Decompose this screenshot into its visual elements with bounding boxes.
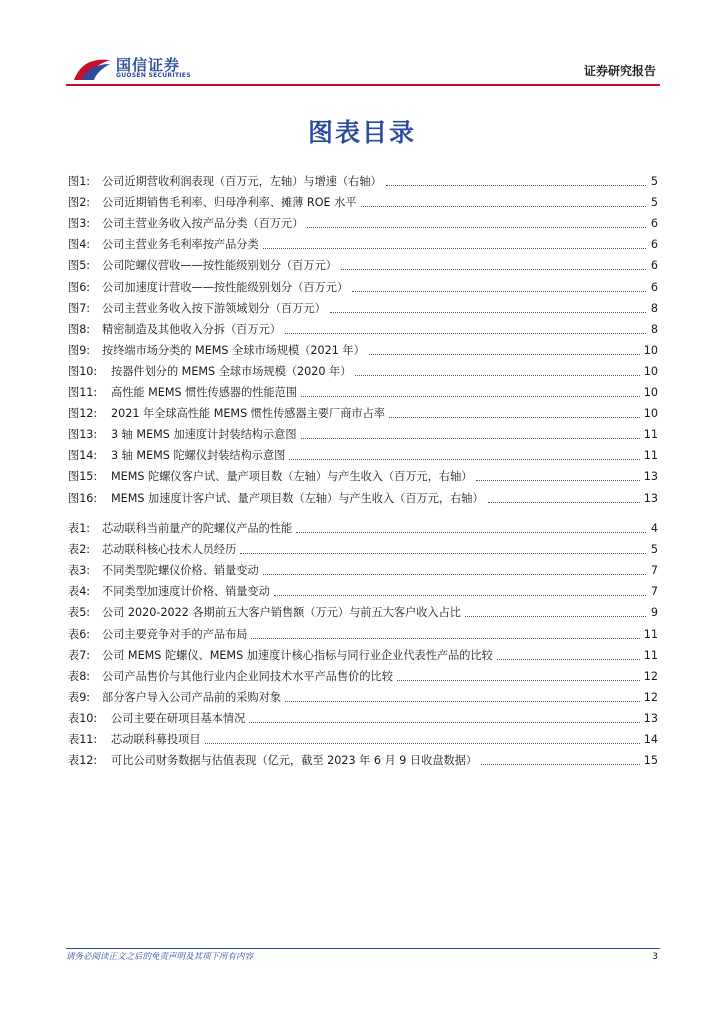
table-page-number: 9 bbox=[650, 606, 658, 620]
dot-leader bbox=[497, 649, 640, 660]
figure-title: 公司近期销售毛利率、归母净利率、摊薄 ROE 水平 bbox=[102, 196, 357, 210]
table-toc-entry[interactable] bbox=[68, 623, 658, 643]
figure-label: 图2: bbox=[68, 196, 91, 210]
dot-leader bbox=[341, 259, 646, 270]
figure-label: 图5: bbox=[68, 259, 91, 273]
figure-toc-entry[interactable] bbox=[68, 297, 658, 317]
dot-leader bbox=[205, 733, 640, 744]
dot-leader bbox=[301, 428, 640, 439]
dot-leader bbox=[352, 281, 646, 292]
table-title: 部分客户导入公司产品前的采购对象 bbox=[102, 690, 282, 704]
table-page-number: 15 bbox=[643, 754, 658, 768]
table-label: 表9: bbox=[68, 690, 91, 704]
page-header bbox=[66, 50, 658, 84]
figure-page-number: 10 bbox=[643, 343, 658, 357]
dot-leader bbox=[476, 470, 639, 481]
dot-leader bbox=[397, 670, 640, 681]
figure-label: 图4: bbox=[68, 238, 91, 252]
dot-leader bbox=[369, 344, 640, 355]
table-toc-entry[interactable] bbox=[68, 749, 658, 769]
table-page-number: 11 bbox=[643, 648, 658, 662]
dot-leader bbox=[263, 564, 646, 575]
table-title: 芯动联科当前量产的陀螺仪产品的性能 bbox=[102, 522, 293, 535]
dot-leader bbox=[330, 302, 646, 313]
figure-toc-entry[interactable] bbox=[68, 465, 658, 485]
figure-toc-entry[interactable] bbox=[68, 360, 658, 380]
table-label: 表10: bbox=[68, 711, 98, 725]
figure-title: MEMS 加速度计客户试、量产项目数（左轴）与产生收入（百万元，右轴） bbox=[111, 491, 484, 505]
logo-chinese-name: 国信证券 bbox=[116, 56, 181, 74]
figure-title: 公司加速度计营收——按性能级别划分（百万元） bbox=[102, 280, 349, 294]
table-title: 芯动联科募投项目 bbox=[111, 733, 201, 746]
dot-leader bbox=[240, 543, 646, 554]
figure-page-number: 13 bbox=[643, 491, 658, 505]
figure-toc-entry[interactable] bbox=[68, 170, 658, 190]
figure-toc-entry[interactable] bbox=[68, 191, 658, 211]
figure-title: MEMS 陀螺仪客户试、量产项目数（左轴）与产生收入（百万元，右轴） bbox=[111, 470, 473, 484]
figure-toc-entry[interactable] bbox=[68, 423, 658, 443]
table-page-number: 13 bbox=[643, 711, 658, 725]
figure-page-number: 10 bbox=[643, 407, 658, 421]
table-label: 表3: bbox=[68, 564, 91, 578]
figure-page-number: 10 bbox=[643, 364, 658, 378]
figure-label: 图11: bbox=[68, 386, 98, 399]
figure-title: 精密制造及其他收入分拆（百万元） bbox=[102, 322, 282, 336]
figure-title: 公司陀螺仪营收——按性能级别划分（百万元） bbox=[102, 259, 337, 273]
table-title: 可比公司财务数据与估值表现（亿元，截至 2023 年 6 月 9 日收盘数据） bbox=[111, 754, 478, 768]
logo-english-name: GUOSEN SECURITIES bbox=[116, 72, 191, 79]
figure-toc-entry[interactable] bbox=[68, 276, 658, 296]
footer-divider bbox=[66, 948, 660, 949]
figure-title: 2021 年全球高性能 MEMS 惯性传感器主要厂商市占率 bbox=[111, 407, 385, 421]
figure-toc-entry[interactable] bbox=[68, 487, 658, 507]
table-toc-entry[interactable] bbox=[68, 644, 658, 664]
dot-leader bbox=[301, 386, 640, 397]
table-label: 表11: bbox=[68, 733, 98, 746]
table-toc-entry[interactable] bbox=[68, 728, 658, 748]
dot-leader bbox=[481, 754, 640, 765]
page-title: 图表目录 bbox=[307, 118, 416, 147]
figure-page-number: 5 bbox=[650, 175, 658, 188]
table-title: 公司主要竞争对手的产品布局 bbox=[102, 627, 248, 641]
dot-leader bbox=[488, 492, 640, 503]
guosen-logo-icon bbox=[72, 56, 112, 82]
table-page-number: 5 bbox=[650, 543, 658, 557]
figure-toc-entry[interactable] bbox=[68, 339, 658, 359]
figure-title: 公司主营业务收入按产品分类（百万元） bbox=[102, 217, 304, 231]
figure-title: 公司近期营收利润表现（百万元，左轴）与增速（右轴） bbox=[102, 175, 382, 188]
page-number: 3 bbox=[652, 952, 658, 962]
table-toc-entry[interactable] bbox=[68, 686, 658, 706]
dot-leader bbox=[386, 175, 646, 186]
table-toc-entry[interactable] bbox=[68, 601, 658, 621]
document-type-label: 证券研究报告 bbox=[583, 64, 656, 78]
figure-page-number: 6 bbox=[650, 238, 658, 252]
figure-title: 按器件划分的 MEMS 全球市场规模（2020 年） bbox=[111, 364, 352, 378]
figure-label: 图13: bbox=[68, 428, 98, 442]
dot-leader bbox=[465, 606, 646, 617]
dot-leader bbox=[307, 217, 646, 228]
table-label: 表8: bbox=[68, 669, 91, 683]
figure-label: 图8: bbox=[68, 322, 91, 336]
table-toc-entry[interactable] bbox=[68, 665, 658, 685]
table-toc-entry[interactable] bbox=[68, 559, 658, 579]
table-title: 不同类型陀螺仪价格、销量变动 bbox=[102, 564, 259, 578]
figure-label: 图12: bbox=[68, 407, 98, 421]
table-title: 不同类型加速度计价格、销量变动 bbox=[102, 585, 270, 599]
table-toc-entry[interactable] bbox=[68, 538, 658, 558]
figure-label: 图10: bbox=[68, 364, 98, 378]
figure-label: 图15: bbox=[68, 470, 98, 484]
dot-leader bbox=[389, 407, 640, 418]
figure-toc-entry[interactable] bbox=[68, 212, 658, 232]
figure-page-number: 8 bbox=[650, 322, 658, 336]
table-page-number: 7 bbox=[650, 585, 658, 599]
table-page-number: 4 bbox=[650, 522, 658, 535]
figure-toc-entry[interactable] bbox=[68, 254, 658, 274]
figure-title: 3 轴 MEMS 陀螺仪封装结构示意图 bbox=[111, 449, 286, 463]
table-title: 公司主要在研项目基本情况 bbox=[111, 711, 246, 725]
table-page-number: 14 bbox=[643, 733, 658, 746]
figure-title: 公司主营业务收入按下游领域划分（百万元） bbox=[102, 301, 326, 315]
figure-label: 图6: bbox=[68, 280, 91, 294]
table-title: 公司 MEMS 陀螺仪、MEMS 加速度计核心指标与同行业企业代表性产品的比较 bbox=[102, 648, 493, 662]
figure-toc-entry[interactable] bbox=[68, 381, 658, 401]
dot-leader bbox=[361, 196, 646, 207]
figure-page-number: 10 bbox=[643, 386, 658, 399]
figure-page-number: 6 bbox=[650, 280, 658, 294]
figure-page-number: 6 bbox=[650, 259, 658, 273]
dot-leader bbox=[296, 522, 646, 533]
table-page-number: 11 bbox=[643, 627, 658, 641]
figure-label: 图1: bbox=[68, 175, 91, 188]
figure-page-number: 13 bbox=[643, 470, 658, 484]
table-toc-entry[interactable] bbox=[68, 580, 658, 600]
dot-leader bbox=[251, 628, 639, 639]
figure-page-number: 6 bbox=[650, 217, 658, 231]
figure-label: 图3: bbox=[68, 217, 91, 231]
figure-toc-entry[interactable] bbox=[68, 233, 658, 253]
table-label: 表5: bbox=[68, 606, 91, 620]
figure-toc-entry[interactable] bbox=[68, 444, 658, 464]
figure-toc-entry[interactable] bbox=[68, 402, 658, 422]
figure-title: 高性能 MEMS 惯性传感器的性能范围 bbox=[111, 386, 298, 399]
figure-title: 公司主营业务毛利率按产品分类 bbox=[102, 238, 259, 252]
table-toc-entry[interactable] bbox=[68, 517, 658, 537]
figure-label: 图14: bbox=[68, 449, 98, 463]
dot-leader bbox=[289, 449, 639, 460]
table-label: 表2: bbox=[68, 543, 91, 557]
table-label: 表6: bbox=[68, 627, 91, 641]
table-label: 表7: bbox=[68, 648, 91, 662]
table-page-number: 7 bbox=[650, 564, 658, 578]
table-page-number: 12 bbox=[643, 690, 658, 704]
dot-leader bbox=[274, 585, 646, 596]
table-title: 公司产品售价与其他行业内企业同技术水平产品售价的比较 bbox=[102, 669, 393, 683]
figure-title: 按终端市场分类的 MEMS 全球市场规模（2021 年） bbox=[102, 343, 365, 357]
figure-label: 图7: bbox=[68, 301, 91, 315]
dot-leader bbox=[285, 323, 646, 334]
table-label: 表4: bbox=[68, 585, 91, 599]
disclaimer-note: 请务必阅读正文之后的免责声明及其项下所有内容 bbox=[66, 952, 254, 962]
table-page-number: 12 bbox=[643, 669, 658, 683]
figure-page-number: 11 bbox=[643, 428, 658, 442]
dot-leader bbox=[285, 691, 640, 702]
figure-page-number: 5 bbox=[650, 196, 658, 210]
figure-label: 图16: bbox=[68, 491, 98, 505]
figure-toc-entry[interactable] bbox=[68, 318, 658, 338]
table-label: 表1: bbox=[68, 522, 91, 535]
table-toc-entry[interactable] bbox=[68, 707, 658, 727]
figure-label: 图9: bbox=[68, 343, 91, 357]
table-title: 公司 2020-2022 各期前五大客户销售额（万元）与前五大客户收入占比 bbox=[102, 606, 461, 620]
dot-leader bbox=[263, 238, 646, 249]
table-label: 表12: bbox=[68, 754, 98, 768]
dot-leader bbox=[249, 712, 639, 723]
figure-page-number: 11 bbox=[643, 449, 658, 463]
figure-page-number: 8 bbox=[650, 301, 658, 315]
header-divider bbox=[66, 84, 660, 86]
figure-title: 3 轴 MEMS 加速度计封装结构示意图 bbox=[111, 428, 297, 442]
dot-leader bbox=[355, 365, 639, 376]
table-title: 芯动联科核心技术人员经历 bbox=[102, 543, 237, 557]
